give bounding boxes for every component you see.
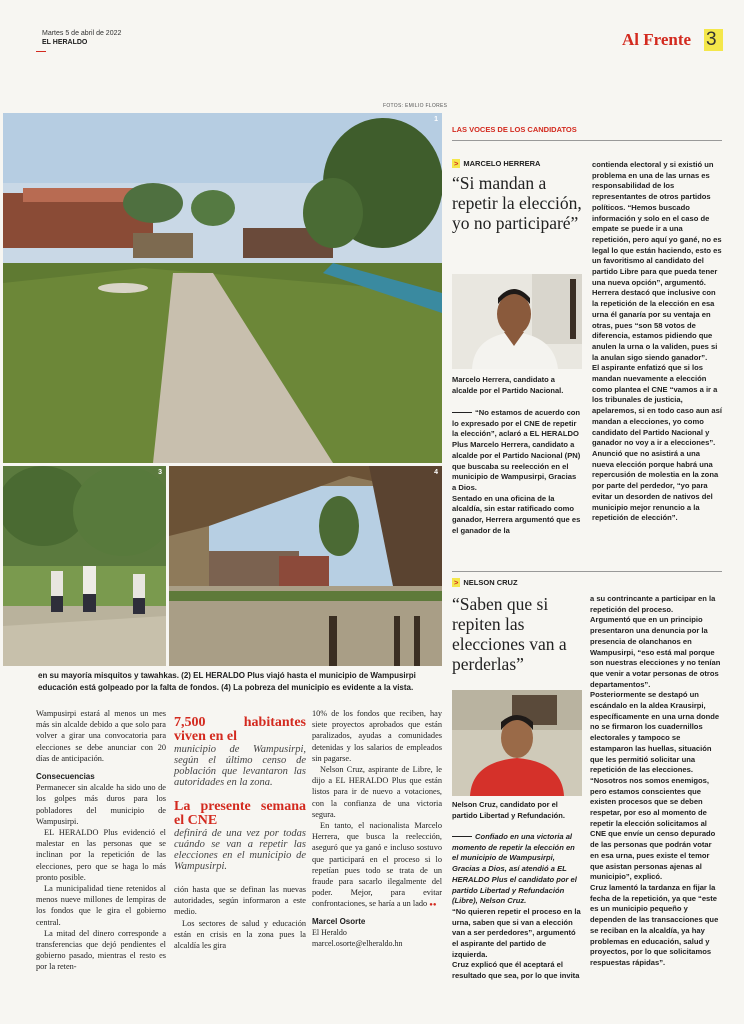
article-paragraph: EL HERALDO Plus evidenció el malestar en las personas que se inclinan por la repetición de las elecciones, pero que se haga lo más pronto posible. <box>36 828 166 882</box>
article-column-1 <box>36 708 166 973</box>
article-paragraph: La mitad del dinero corresponde a transferencias que dejó pendientes el gobierno pasado, mientras el resto es por la reten- <box>36 928 166 972</box>
photo-caption-cruz: Nelson Cruz, candidato por el partido Libertad y Refundación. <box>452 800 565 820</box>
photo-village-landscape <box>3 113 442 463</box>
header-accent-rule <box>36 51 46 52</box>
kicker-block-2 <box>174 800 306 872</box>
article-paragraph: Cruz explicó que él aceptará el resultado que sea, por lo que invita <box>452 960 580 981</box>
photo-wooden-houses <box>169 466 442 666</box>
photo-number: 3 <box>158 469 162 476</box>
article-paragraph: El aspirante enfatizó que si los mandan nuevamente a elección como plantea el CNE “vamos a ir a los tribunales de justicia, apelaremos, si en todo caso aun así mandan a elecciones, yo como candidato del Partido Nacional y ganador no voy a ir a elecciones”. <box>592 363 722 448</box>
kicker-headline: 7,500 habitantes viven en el <box>174 715 306 744</box>
lead-dash <box>452 836 472 837</box>
article-paragraph: Los sectores de salud y educación están en crisis en la zona pues la alcaldía les gira <box>174 918 306 951</box>
article-paragraph: Sentado en una oficina de la alcaldía, sin estar ratificado como ganador, Herrera argumentó que es el ganador de la <box>452 493 581 535</box>
article-paragraph: Cruz lamentó la tardanza en fijar la fecha de la repetición, ya que “este es un municipio pequeño y dependen de las transacciones que se reciban en la alcaldía, ya hay problemas en educación, salud y proyectos, por lo que solicitamos respuestas rápidas”. <box>590 882 719 967</box>
photo-marcelo-herrera <box>452 274 582 369</box>
kicker-text: definirá de una vez por todas cuándo se van a repetir las elecciones en el municipio de Wampusirpi. <box>174 828 306 872</box>
author-outlet: El Heraldo <box>312 927 347 937</box>
article-subhead: Consecuencias <box>36 772 95 782</box>
section-rule <box>452 140 722 141</box>
article-paragraph: “No estamos de acuerdo con lo expresado por el CNE de repetir la elección”, aclaró a EL HERALDO Plus Marcelo Herrera, candidato a alcalde por el Partido Nacional (PN) que buscaba su reelección en el municipio de Wampusirpi, Gracias a Dios. <box>452 408 581 492</box>
herrera-column-2 <box>592 160 722 524</box>
article-paragraph: 10% de los fondos que reciben, hay siete proyectos aprobados que están paralizados, ayudas a comunidades detenidas y los salarios de empleados sin pagarse. <box>312 709 442 763</box>
article-paragraph: “Nosotros nos somos enemigos, pero estamos conscientes que existen procesos que se deben respetar, por eso al momento de repetir la elección solicitamos al CNE que envíe un censo depurado de las personas que podrán votar en esa urna, pues existe el temor que asistan personas ajenas al municipio”, explicó. <box>590 775 716 882</box>
byline <box>312 916 442 949</box>
article-paragraph: Herrera destacó que inclusive con la repetición de la elección en esa urna él ganaría por su ventaja en otras, pues “son 58 votos de diferencia, estamos pidiendo que anulen la urna o la validen, pues si la anulan sigo siendo ganador”. <box>592 288 718 362</box>
article-paragraph: Confiado en una victoria al momento de repetir la elección en el municipio de Wampusirpi, Gracias a Dios, así atendió a EL HERALDO Plus el candidato por el partido Libertad y Refundación (Libre), Nelson Cruz. <box>452 832 577 906</box>
page-number: 3 <box>704 29 723 51</box>
author-name: Marcel Osorte <box>312 916 366 926</box>
section-title: Al Frente <box>622 30 692 49</box>
herrera-column-1 <box>452 408 582 536</box>
section-rule <box>452 571 722 572</box>
quote-cruz: “Saben que si repiten las elecciones van a perderlas” <box>452 594 567 674</box>
author-email: marcel.osorte@elheraldo.hn <box>312 938 403 948</box>
lead-dash <box>452 412 472 413</box>
article-paragraph: La municipalidad tiene retenidos al menos nueve millones de lempiras de los fondos que le gira el gobierno central. <box>36 884 166 927</box>
cruz-column-1 <box>452 832 582 982</box>
candidate-label-herrera: > MARCELO HERRERA <box>454 159 541 168</box>
candidate-label-cruz: > NELSON CRUZ <box>454 578 518 587</box>
header-date: Martes 5 de abril de 2022 <box>42 30 122 37</box>
article-paragraph: Argumentó que en un principio presentaron una denuncia por la presencia de olanchanos en Wampusirpi, “eso está mal porque son nuestras elecciones y no tenían que venir a votar personas de otros departamentos”. <box>590 615 721 689</box>
article-paragraph: Posteriormente se destapó un escándalo en la aldea Krausirpi, específicamente en una urna donde no se firmaron los cuadernillos electorales y tampoco se estamparon las huellas, situación que les permitió solicitar una repetición de las elecciones. <box>590 690 720 775</box>
end-mark-icon: ●● <box>429 902 437 909</box>
article-paragraph: Wampusirpi estará al menos un mes más sin alcalde debido a que solo para volver a girar una convocatoria para elecciones se debe anunciar con 20 días de anticipación. <box>36 709 166 763</box>
cruz-column-2 <box>590 594 722 969</box>
chevron-right-icon: > <box>454 159 459 168</box>
article-paragraph: En tanto, el nacionalista Marcelo Herrera, que busca la reelección, aseguró que ya ganó e incluso sostuvo que participará en el proceso si lo repetían pues todo se trata de un fraude para sacarlo ilegalmente del poder. Mejor, para evitar confrontaciones, se haría a un lado ●● <box>312 821 442 909</box>
kicker-headline: La presente semana el CNE <box>174 799 306 828</box>
header-publication: EL HERALDO <box>42 39 88 46</box>
chevron-right-icon: > <box>454 578 459 587</box>
photo-number: 4 <box>434 469 438 476</box>
photo-caption: en su mayoría misquitos y tawahkas. (2) EL HERALDO Plus viajó hasta el municipio de Wampusirpi educación está golpeado por la falta de fondos. (4) La pobreza del municipio es evidente a la vista. <box>38 671 416 692</box>
quote-herrera: “Si mandan a repetir la elección, yo no participaré” <box>452 173 582 233</box>
photo-schoolchildren <box>3 466 166 666</box>
article-paragraph: “No quieren repetir el proceso en la urna, saben que si van a elección van a ser perdedores”, argumentó el aspirante del partido de izquierda. <box>452 906 581 959</box>
article-paragraph: a su contrincante a participar en la repetición del proceso. <box>590 594 716 614</box>
article-paragraph: Anunció que no asistirá a una nueva elección porque habrá una repercusión de molestia en la zona por parte del perdedor, “yo para evitar un desorden de nativos del municipio mejor renuncio a la repetición de elección”. <box>592 448 719 523</box>
voices-section-title: LAS VOCES DE LOS CANDIDATOS <box>452 125 577 134</box>
article-paragraph: contienda electoral y si existió un problema en una de las urnas es responsabilidad de los representantes de otros partidos políticos. “Hemos buscado información y solo en el caso de empate se puede ir a una repetición, pero aquí yo gané, no es legal lo que están haciendo, esto es un favoritismo al candidato del partido Libre para que pueda tener una nueva opción”, argumentó. <box>592 160 722 287</box>
article-paragraph: ción hasta que se definan las nuevas autoridades, según informaron a este medio. <box>174 885 306 917</box>
article-column-3 <box>312 708 442 949</box>
article-paragraph: Nelson Cruz, aspirante de Libre, le dijo a EL HERALDO Plus que están listos para ir de nuevo a votaciones, con la confianza de una victoria segura. <box>312 765 442 819</box>
article-paragraph: Permanecer sin alcalde ha sido uno de los golpes más duros para los pobladores del municipio de Wampusirpi. <box>36 783 166 826</box>
kicker-text: municipio de Wampusirpi, según el último censo de población que levantaron las autoridades en la zona. <box>174 744 306 788</box>
photo-credit: FOTOS: EMILIO FLORES <box>383 103 448 109</box>
kicker-block-1 <box>174 716 306 788</box>
photo-number: 1 <box>434 116 438 123</box>
photo-nelson-cruz <box>452 690 582 796</box>
article-column-2 <box>174 716 306 951</box>
photo-caption-herrera: Marcelo Herrera, candidato a alcalde por el Partido Nacional. <box>452 375 564 395</box>
